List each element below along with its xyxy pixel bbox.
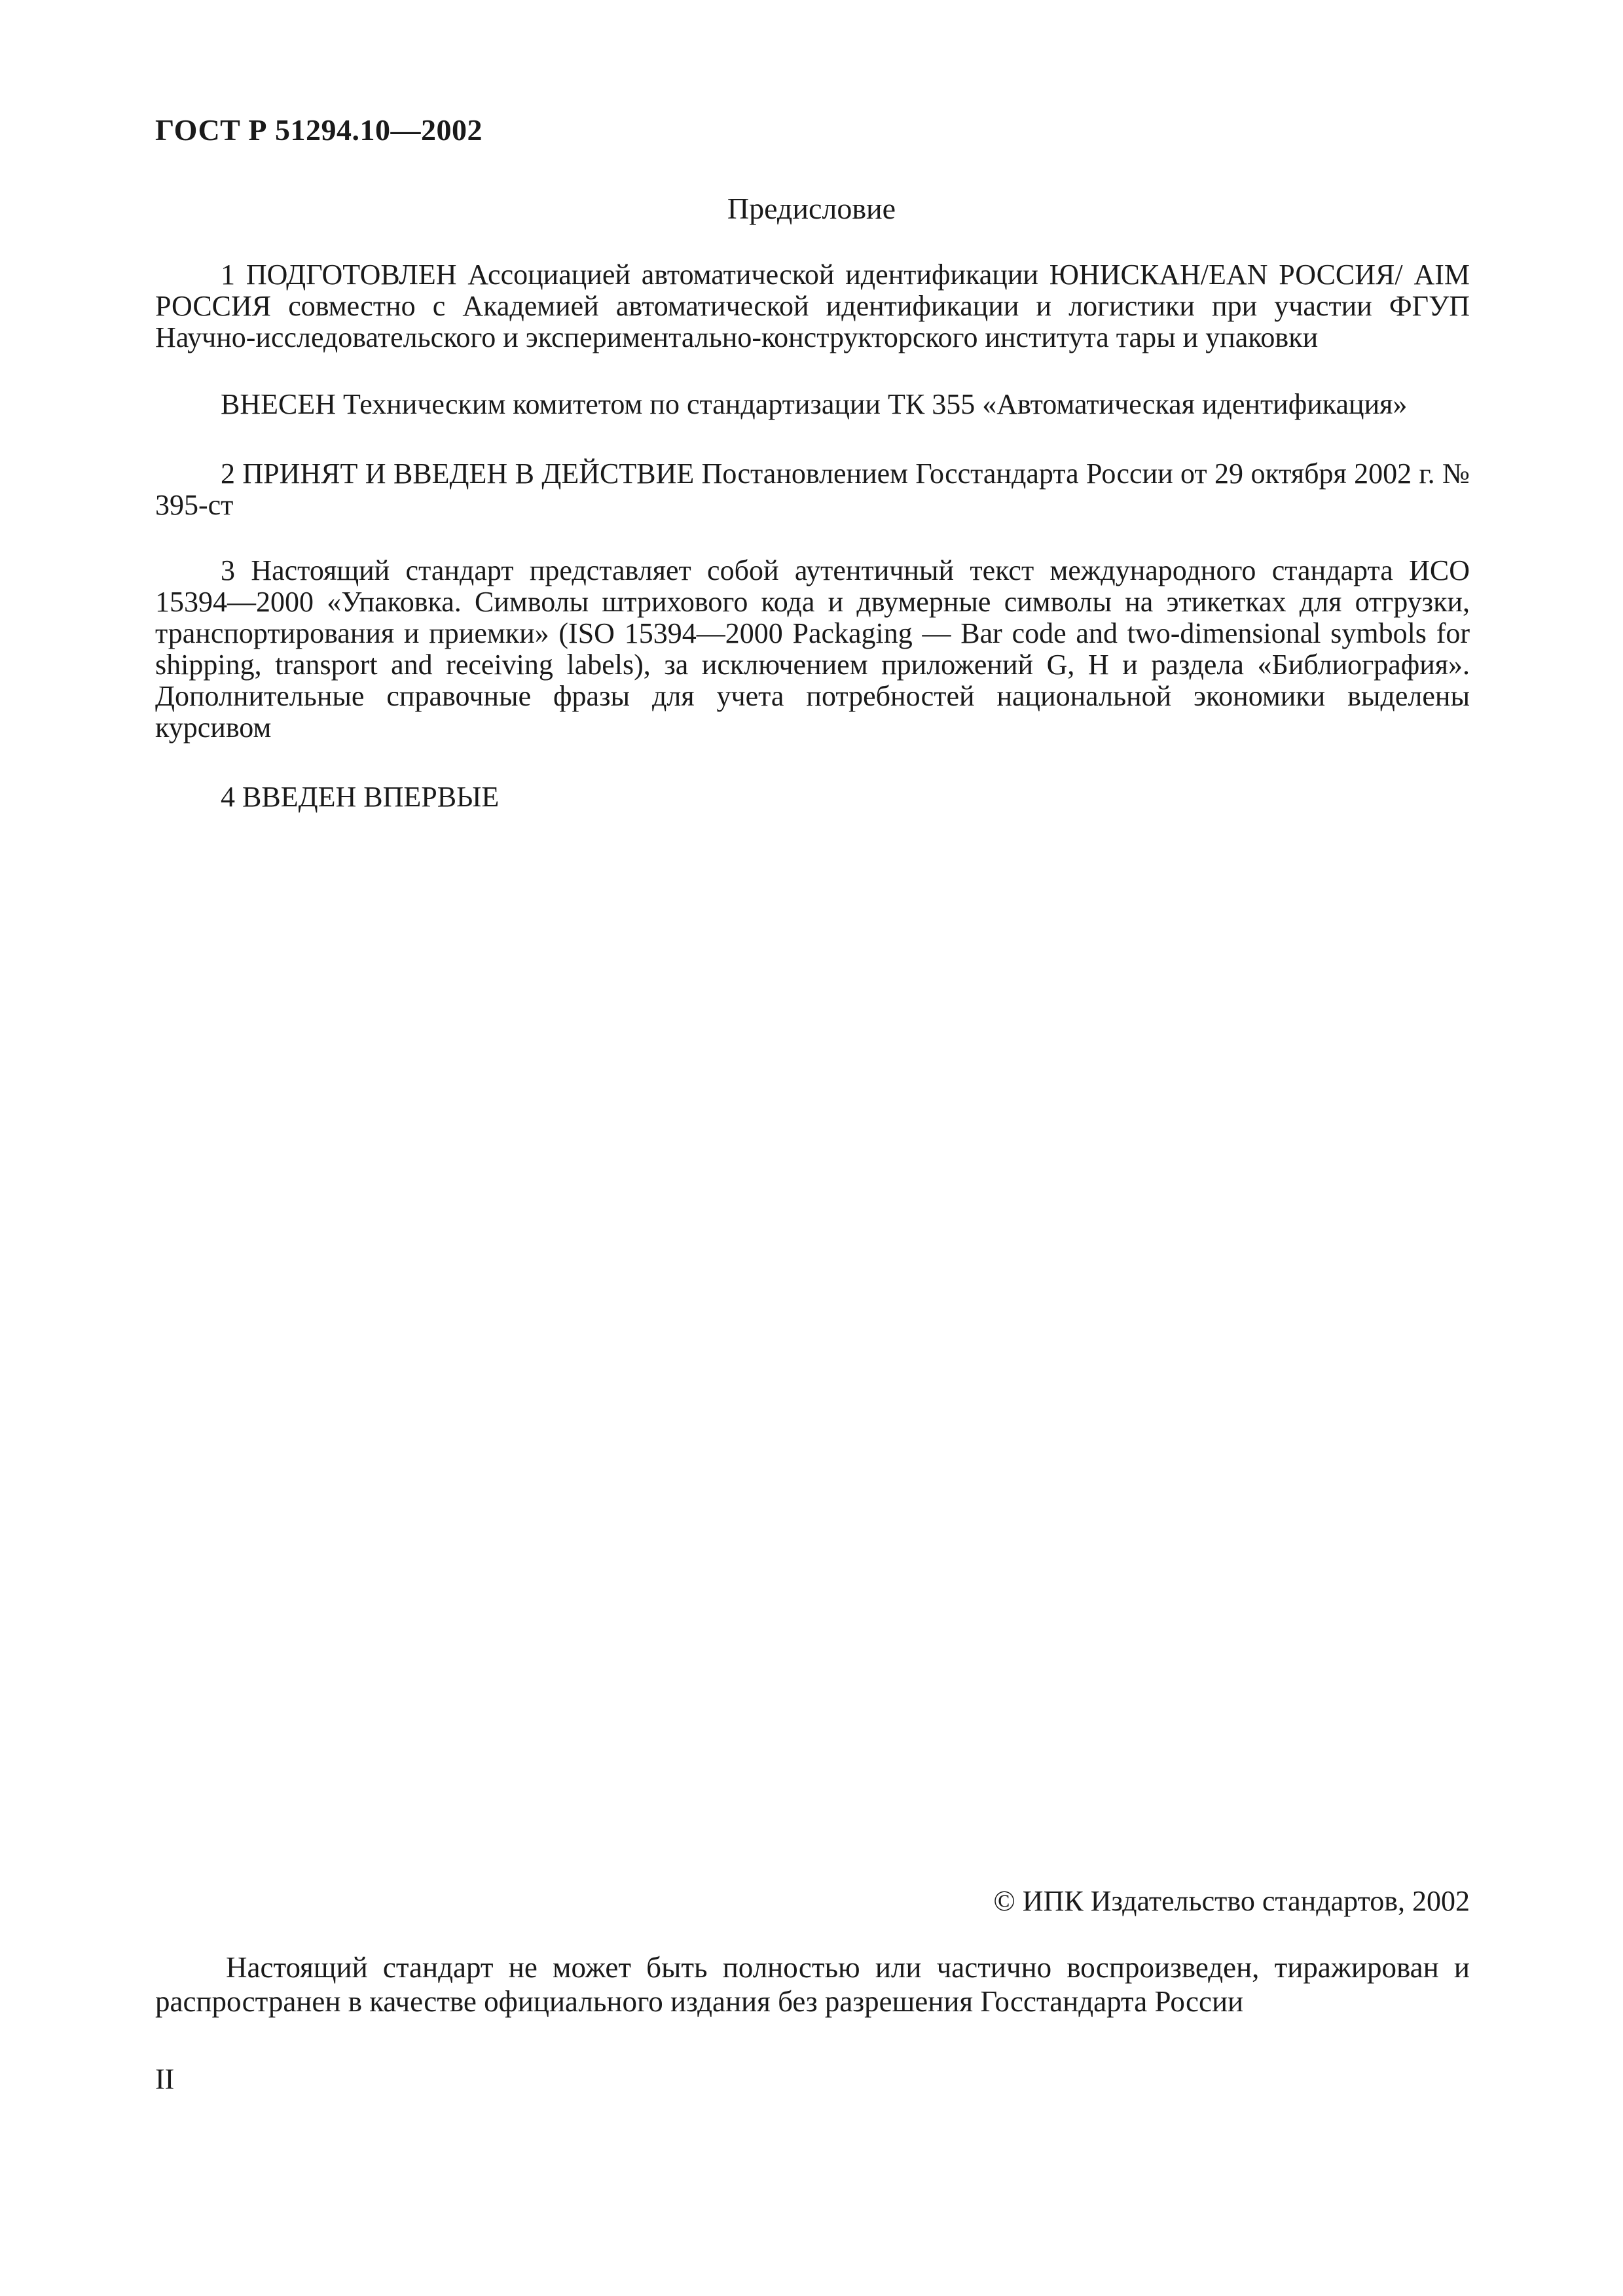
preface-paragraph-5: 4 ВВЕДЕН ВПЕРВЫЕ bbox=[221, 781, 500, 813]
reproduction-notice: Настоящий стандарт не может быть полностью или частично воспроизведен, тиражирован и распространен в качестве официального издания без разрешения Госстандарта России bbox=[155, 1951, 1470, 2018]
preface-paragraph-4: 3 Настоящий стандарт представляет собой аутентичный текст международного стандарта ИСО 15394—2000 «Упаковка. Символы штрихового кода и двумерные символы на этикетках для отгрузки, транспортирования и приемки» (ISO 15394—2000 Packaging — Bar code and two-dimensional symbols for shipping, transport and receiving labels), за исключением приложений G, H и раздела «Библиография». Дополнительные справочные фразы для учета потребностей национальной экономики выделены курсивом bbox=[155, 554, 1470, 744]
preface-paragraph-1: 1 ПОДГОТОВЛЕН Ассоциацией автоматической идентификации ЮНИСКАН/EAN РОССИЯ/ AIM РОССИЯ совместно с Академией автоматической идентификации и логистики при участии ФГУП Научно-исследовательского и экспериментально-конструкторского института тары и упаковки bbox=[155, 259, 1470, 353]
preface-paragraph-2: ВНЕСЕН Техническим комитетом по стандартизации ТК 355 «Автоматическая идентификация» bbox=[221, 388, 1408, 420]
copyright-line: © ИПК Издательство стандартов, 2002 bbox=[993, 1885, 1470, 1917]
page-number: II bbox=[155, 2063, 175, 2095]
document-header: ГОСТ Р 51294.10—2002 bbox=[155, 113, 483, 147]
section-title: Предисловие bbox=[727, 192, 896, 225]
preface-paragraph-3: 2 ПРИНЯТ И ВВЕДЕН В ДЕЙСТВИЕ Постановлением Госстандарта России от 29 октября 2002 г. № 395-ст bbox=[155, 457, 1470, 521]
